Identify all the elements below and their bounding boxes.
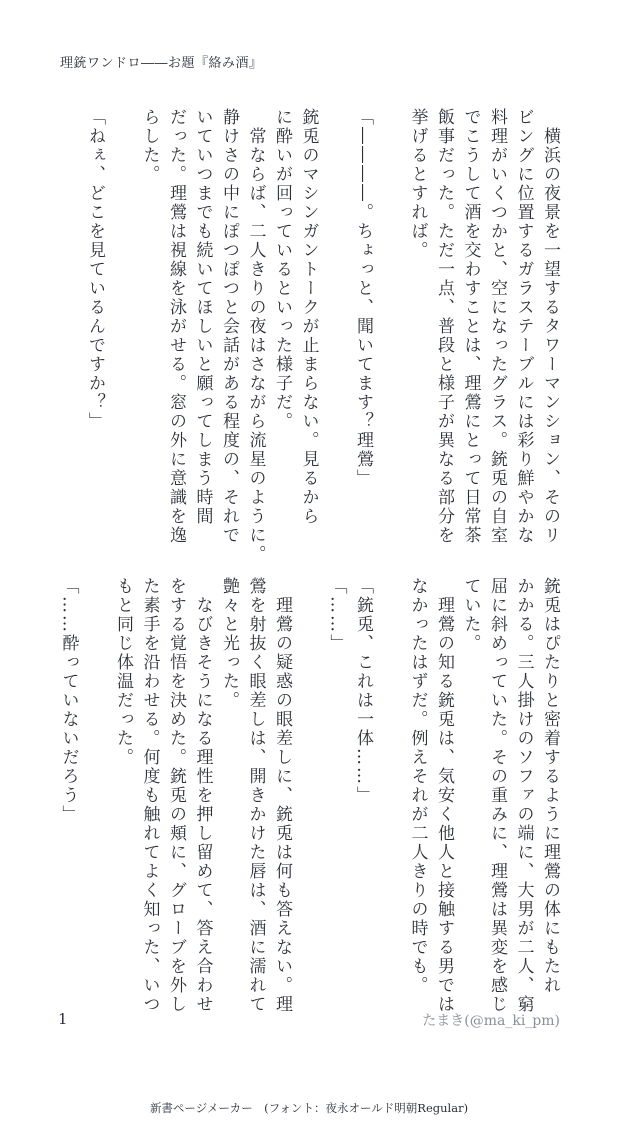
- paragraph-gap: [376, 577, 404, 987]
- text-line: 横浜の夜景を一望するタワーマンション、そのリ: [540, 108, 560, 545]
- page-title: 理銃ワンドロ――お題『絡み酒』: [60, 56, 263, 71]
- paragraph-gap: [295, 577, 323, 987]
- paragraph-gap: [322, 108, 350, 528]
- text-line: ていた。: [460, 577, 481, 653]
- text-line: なびきそうになる理性を押し留めて、答え合わせ: [192, 577, 213, 1014]
- text-line: に酔いが回っているといった様子だ。: [272, 108, 292, 431]
- text-line: らした。: [139, 108, 160, 184]
- text-line: でこうして酒を交わすことは、理鶯にとって日常茶: [460, 108, 481, 545]
- dialogue-line: 「――――。ちょっと、聞いてます？理鶯」: [353, 108, 373, 488]
- text-block-top: [43, 108, 563, 564]
- page-number: 1: [58, 1010, 68, 1028]
- dialogue-line: 「銃兎、これは一体……」: [353, 577, 373, 805]
- dialogue-line: 「ねぇ、どこを見ているんですか？」: [85, 108, 105, 431]
- text-block-bottom: [43, 577, 563, 1014]
- text-line: 飯事だった。ただ一点、普段と様子が異なる部分を: [434, 108, 454, 545]
- footer-credit: 新書ページメーカー (フォント：夜永オールド明朝Regular): [149, 1101, 469, 1115]
- text-line: をする覚悟を決めた。銃兎の頬に、グローブを外し: [166, 577, 186, 1014]
- text-line: いていつまでも続いてほしいと願ってしまう時間: [192, 108, 213, 526]
- paragraph-gap: [82, 577, 110, 987]
- text-line: ビングに位置するガラステーブルには彩り鮮やかな: [513, 108, 534, 545]
- text-line: だった。理鶯は視線を泳がせる。窓の外に意識を逸: [166, 108, 186, 545]
- text-line: 料理がいくつかと、空になったグラス。銃兎の自室: [487, 108, 507, 545]
- text-line: 理鶯の知る銃兎は、気安く他人と接触する男では: [434, 577, 454, 1014]
- text-line: 鶯を射抜く眼差しは、開きかけた唇は、酒に濡れて: [245, 577, 266, 1014]
- text-line: かかる。三人掛けのソファの端に、大男が二人、窮: [513, 577, 534, 1014]
- text-line: 銃兎のマシンガントークが止まらない。見るから: [298, 108, 319, 526]
- text-line: もと同じ体温だった。: [113, 577, 133, 767]
- text-line: 理鶯の疑惑の眼差しに、銃兎は何も答えない。理: [272, 577, 292, 1014]
- text-line: 常ならば、二人きりの夜はさながら流星のように。: [245, 108, 266, 564]
- text-line: 挙げるとすれば。: [407, 108, 428, 260]
- text-line: 銃兎はぴたりと密着するように理鶯の体にもたれ: [540, 577, 560, 995]
- text-line: 艶々と光った。: [219, 577, 239, 710]
- text-line: た素手を沿わせる。何度も触れてよく知った、いつ: [139, 577, 160, 1014]
- paragraph-gap: [108, 108, 136, 528]
- author-credit: たまき(@ma_ki_pm): [422, 1013, 560, 1029]
- text-line: 屈に斜めっていた。その重みに、理鶯は異変を感じ: [487, 577, 507, 1014]
- text-line: 静けさの中にぽつぽつと会話がある程度の、それで: [219, 108, 239, 545]
- text-line: なかったはずだ。例えそれが二人きりの時でも。: [407, 577, 428, 995]
- dialogue-line: 「……」: [326, 577, 347, 653]
- dialogue-line: 「……酔っていないだろう」: [58, 577, 79, 824]
- paragraph-gap: [376, 108, 404, 528]
